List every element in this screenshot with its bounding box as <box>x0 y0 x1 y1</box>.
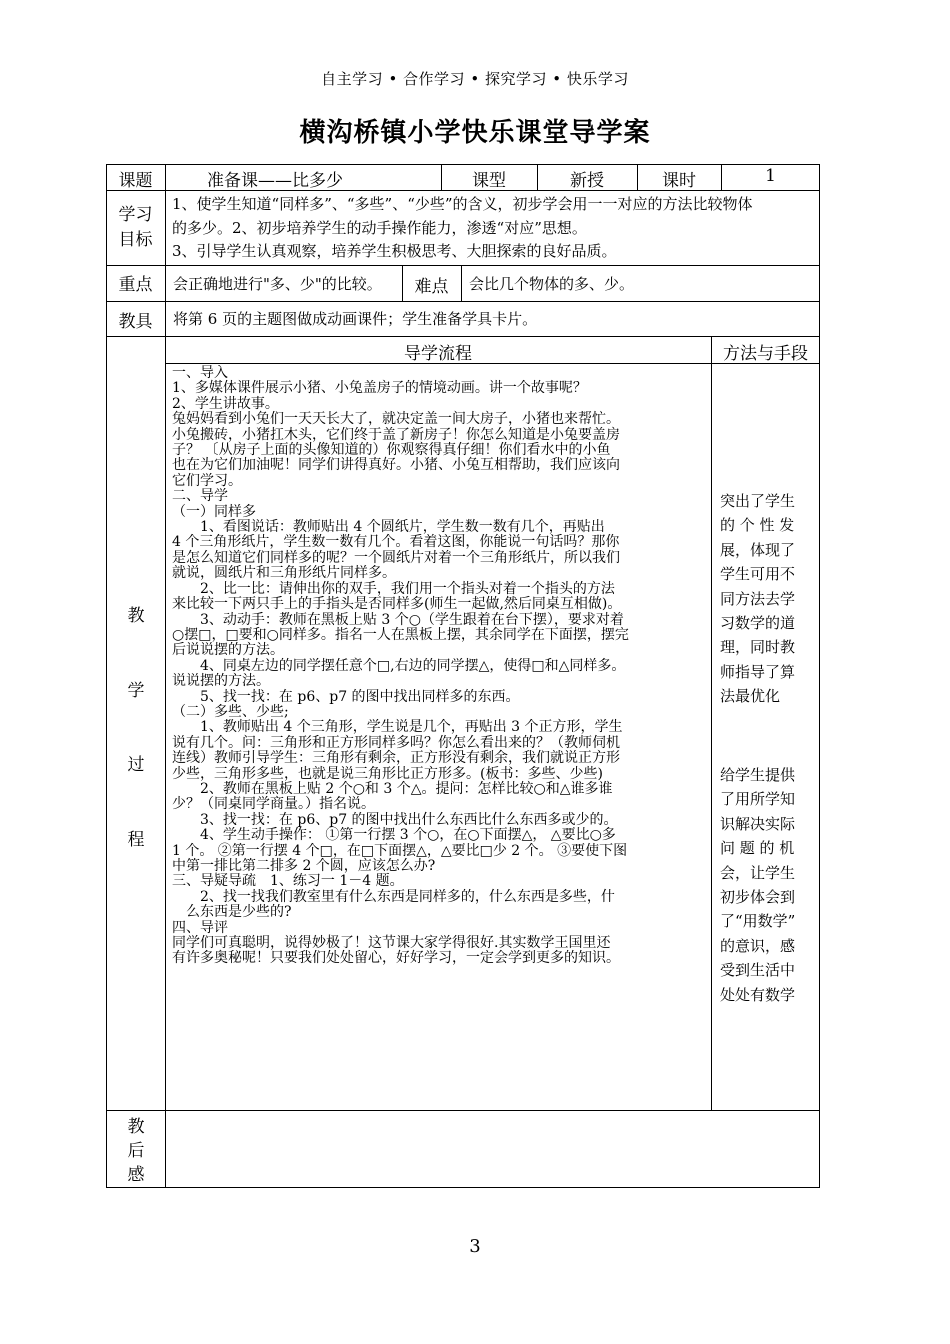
process-line: 四、导评 <box>172 919 228 936</box>
col-divider <box>461 265 462 301</box>
method-line: 法最优化 <box>720 687 781 706</box>
method-line: 的 个 性 发 <box>720 516 795 535</box>
process-line: 说说摆的方法。 <box>172 673 270 690</box>
process-line: 连线）教师引导学生：三角形有剩余，正方形没有剩余，我们就说正方形 <box>172 750 620 767</box>
process-line: （二）多些、少些; <box>172 703 289 720</box>
process-line: 二、导学 <box>172 488 228 505</box>
method-line: 展，体现了 <box>720 540 796 559</box>
header-motto: 自主学习 • 合作学习 • 探究学习 • 快乐学习 <box>321 70 629 88</box>
process-line: 2、找一找我们教室里有什么东西是同样多的，什么东西是多些，什 <box>172 888 615 905</box>
type-label: 课型 <box>472 171 506 191</box>
col-divider <box>711 336 712 1110</box>
process-line: 一、导入 <box>172 365 228 381</box>
key-value: 会正确地进行"多、少"的比较。 <box>173 275 382 293</box>
method-line: 了用所学知 <box>720 790 796 809</box>
process-line: 1、多媒体课件展示小猪、小兔盖房子的情境动画。讲一个故事呢？ <box>172 380 587 397</box>
process-line: 4、同桌左边的同学摆任意个□,右边的同学摆△，使得□和△同样多。 <box>172 657 626 674</box>
process-line: 4 个三角形纸片，学生数一数有几个。看着这图，你能说一句话吗？那你 <box>172 534 620 551</box>
process-line: 三、导疑导疏 1、练习一 1－4 题。 <box>172 873 404 890</box>
type-value: 新授 <box>570 171 604 191</box>
method-line: 初步体会到 <box>720 888 796 907</box>
goals-line: 1、使学生知道“同样多”、“多些”、“少些”的含义，初步学会用一一对应的方法比较物体 <box>172 195 753 213</box>
period-label: 课时 <box>662 171 696 191</box>
goals-label-line: 学习 <box>118 205 153 225</box>
method-line: 给学生提供 <box>720 766 796 784</box>
method-line: 处处有数学 <box>720 985 796 1004</box>
reflection-label-char: 后 <box>127 1141 145 1161</box>
process-line: 同学们可真聪明，说得妙极了！这节课大家学得很好.其实数学王国里还 <box>172 935 611 952</box>
method-header: 方法与手段 <box>723 344 808 364</box>
method-line: 识解决实际 <box>720 814 796 833</box>
goals-line: 的多少。2、初步培养学生的动手操作能力，渗透“对应”思想。 <box>172 218 587 237</box>
process-line: 少些，三角形多些，也就是说三角形比正方形多。(板书：多些、少些) <box>172 765 603 782</box>
process-line: 小兔搬砖，小猪扛木头，它们终于盖了新房子！你怎么知道是小兔要盖房 <box>172 426 620 443</box>
method-note-1 <box>720 489 795 709</box>
process-line: 2、学生讲故事。 <box>172 395 279 412</box>
method-line: 了“用数学” <box>720 912 796 931</box>
method-line: 突出了学生 <box>720 492 796 510</box>
difficulty-value: 会比几个物体的多、少。 <box>469 275 635 293</box>
process-line: 少？（同桌同学商量。）指名说。 <box>172 796 375 813</box>
process-label-char: 过 <box>127 755 145 775</box>
process-line: （一）同样多 <box>172 503 256 520</box>
method-line: 同方法去学 <box>720 589 796 608</box>
tools-label: 教具 <box>118 312 153 332</box>
process-line: 它们学习。 <box>172 472 242 489</box>
process-line: 有许多奥秘呢！只要我们处处留心，好好学习，一定会学到更多的知识。 <box>172 950 620 967</box>
flow-header: 导学流程 <box>404 344 472 364</box>
method-line: 的意识，感 <box>720 936 796 955</box>
period-value: 1 <box>765 166 776 186</box>
key-label: 重点 <box>118 275 153 295</box>
method-line: 会，让学生 <box>720 863 796 882</box>
process-body <box>172 366 629 967</box>
process-line: 中第一排比第二排多 2 个圆，应该怎么办? <box>172 858 436 874</box>
goals-line: 3、引导学生认真观察，培养学生积极思考、大胆探索的良好品质。 <box>172 242 617 260</box>
process-line: 就说，圆纸片和三角形纸片同样多。 <box>172 565 396 582</box>
process-line: 后说说摆的方法。 <box>172 642 284 659</box>
topic-label: 课题 <box>118 171 153 191</box>
topic-value: 准备课——比多少 <box>207 171 343 191</box>
process-line: 5、找一找：在 p6、p7 的图中找出同样多的东西。 <box>172 688 520 705</box>
goals-label-line: 目标 <box>118 230 153 250</box>
process-line: 1 个。 ②第一行摆 4 个□，在□下面摆△，△要比□少 2 个。 ③要使下图 <box>172 842 628 859</box>
process-line: 1、教师贴出 4 个三角形，学生说是几个，再贴出 3 个正方形，学生 <box>172 719 623 736</box>
reflection-label-char: 感 <box>127 1165 145 1185</box>
row-divider <box>106 336 820 337</box>
process-line: 3、找一找：在 p6、p7 的图中找出什么东西比什么东西多或少的。 <box>172 811 618 828</box>
row-divider <box>106 265 820 266</box>
process-line: 来比较一下两只手上的手指头是否同样多(师生一起做,然后同桌互相做)。 <box>172 596 622 613</box>
difficulty-label: 难点 <box>414 277 449 297</box>
method-note-2 <box>720 763 795 1007</box>
method-line: 学生可用不 <box>720 565 796 584</box>
row-divider <box>106 1110 820 1111</box>
page-title: 横沟桥镇小学快乐课堂导学案 <box>299 118 651 148</box>
tools-value: 将第 6 页的主题图做成动画课件；学生准备学具卡片。 <box>173 310 538 328</box>
reflection-label-char: 教 <box>127 1117 145 1137</box>
method-line: 受到生活中 <box>720 961 796 980</box>
method-line: 习数学的道 <box>720 614 796 633</box>
method-line: 问 题 的 机 <box>720 839 795 858</box>
process-line: 2、比一比：请伸出你的双手，我们用一个指头对着一个指头的方法 <box>172 580 615 597</box>
process-line: 兔妈妈看到小兔们一天天长大了，就决定盖一间大房子，小猪也来帮忙。 <box>172 411 620 428</box>
process-line: ○摆□，□要和○同样多。指名一人在黑板上摆，其余同学在下面摆，摆完 <box>172 626 629 643</box>
process-line: 子？ 〔从房子上面的头像知道的）你观察得真仔细！你们看水中的小鱼 <box>172 442 611 459</box>
method-line: 师指导了算 <box>720 662 796 681</box>
process-label-char: 学 <box>127 681 145 701</box>
process-line: 也在为它们加油呢！同学们讲得真好。小猪、小兔互相帮助，我们应该向 <box>172 457 620 474</box>
process-line: 么东西是少些的? <box>172 904 292 921</box>
process-line: 1、看图说话：教师贴出 4 个圆纸片，学生数一数有几个，再贴出 <box>172 519 605 536</box>
goals-label <box>106 203 165 253</box>
process-label-char: 程 <box>127 830 145 850</box>
page-number: 3 <box>469 1236 481 1257</box>
process-line: 4、学生动手操作： ①第一行摆 3 个○，在○下面摆△， △要比○多 <box>172 827 616 844</box>
process-line: 2、教师在黑板上贴 2 个○和 3 个△。提问：怎样比较○和△谁多谁 <box>172 780 613 797</box>
process-line: 说有几个。问：三角形和正方形同样多吗？你怎么看出来的？（教师伺机 <box>172 734 620 751</box>
row-divider <box>106 301 820 302</box>
process-line: 是怎么知道它们同样多的呢？一个圆纸片对着一个三角形纸片，所以我们 <box>172 549 620 566</box>
process-label-char: 教 <box>127 606 145 626</box>
process-line: 3、动动手：教师在黑板上贴 3 个○（学生跟着在台下摆），要求对着 <box>172 611 624 628</box>
method-line: 理，同时教 <box>720 638 796 657</box>
goals-text <box>172 193 753 264</box>
